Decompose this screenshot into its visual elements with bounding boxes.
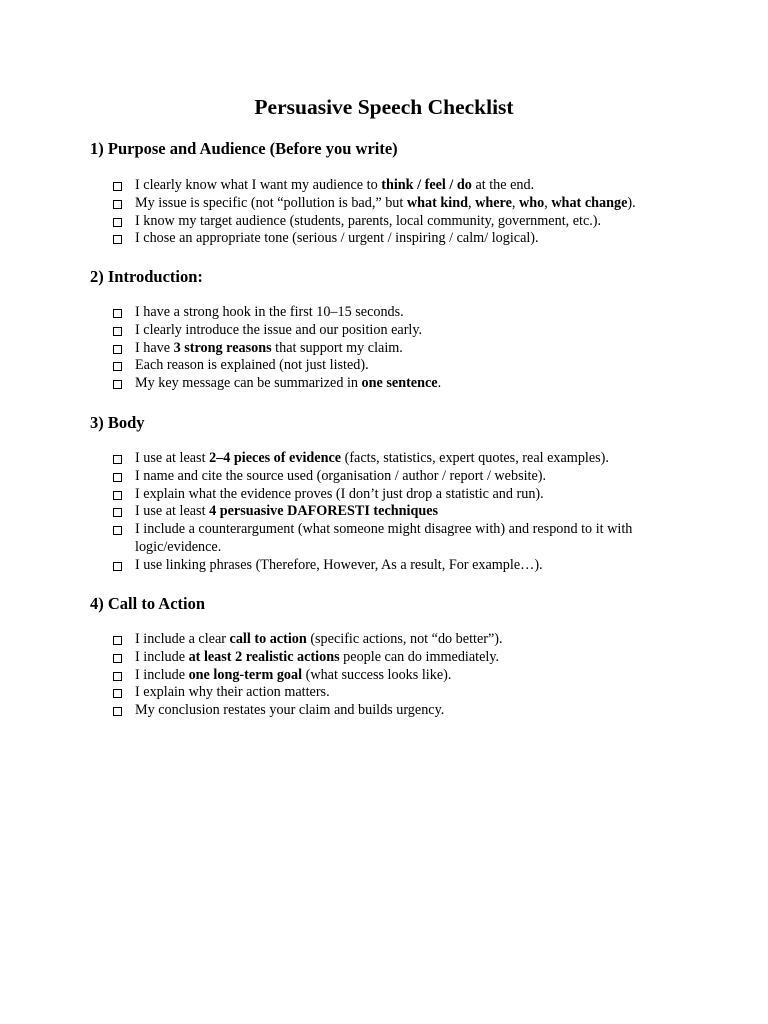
checklist-item [113,667,673,685]
checkbox-icon[interactable] [113,455,122,464]
bold-text: 4 persuasive DAFORESTI techniques [209,503,439,520]
text-run: I chose an appropriate tone (serious / urgent / inspiring / calm/ logical). [135,230,539,247]
text-run: that support my claim. [271,339,403,356]
text-run: (specific actions, not “do better”). [306,631,503,647]
checkbox-icon[interactable] [113,182,122,191]
checklist-item-text [135,702,444,720]
checkbox-icon[interactable] [113,380,122,389]
checkbox-icon[interactable] [113,672,122,681]
checklist-item-text [135,322,422,340]
checklist-item [113,702,673,720]
checkbox-icon[interactable] [113,689,122,698]
checkbox-icon[interactable] [113,508,122,517]
checklist-item-text [135,230,539,248]
section-heading-purpose: 1) Purpose and Audience (Before you write) [90,139,398,158]
checkbox-icon[interactable] [113,707,122,716]
checklist-item [113,230,673,248]
bold-text: one long-term goal [188,666,303,683]
bold-text: call to action [229,631,307,647]
bold-text: at least 2 realistic actions [188,648,340,665]
checklist-item [113,375,673,393]
checklist-body [113,450,673,575]
section-heading-body: 3) Body [90,413,145,432]
checklist-item [113,322,673,340]
checkbox-icon[interactable] [113,491,122,500]
checkbox-icon[interactable] [113,654,122,663]
checklist-item-text [135,213,601,231]
checklist-item-text [135,631,503,649]
checkbox-icon[interactable] [113,362,122,371]
checkbox-icon[interactable] [113,309,122,318]
text-run: , [544,194,552,211]
text-run: I have a strong hook in the first 10–15 seconds. [135,304,404,320]
text-run: I explain why their action matters. [135,684,330,701]
text-run: ). [627,194,636,211]
text-run: I use at least [135,450,210,466]
text-run: My key message can be summarized in [135,375,362,392]
checklist-item-text [135,177,534,195]
checkbox-icon[interactable] [113,200,122,209]
checklist-item [113,631,673,649]
text-run: , [511,194,519,211]
text-run: I include [135,666,189,683]
checkbox-icon[interactable] [113,218,122,227]
bold-text: what change [551,194,628,211]
checklist-item [113,213,673,231]
text-run: (facts, statistics, expert quotes, real examples). [341,450,609,466]
bold-text: 2–4 pieces of evidence [209,450,342,466]
bold-text: who [518,194,545,211]
bold-text: what kind [406,194,469,211]
checklist-item-text [135,486,544,504]
text-run: I know my target audience (students, parents, local community, government, etc.). [135,212,602,229]
text-run: (what success looks like). [302,666,452,683]
checklist-call-to-action [113,631,673,720]
bold-text: 3 strong reasons [173,339,272,356]
bold-text: one sentence [361,375,438,392]
checklist-item [113,521,673,557]
checklist-item [113,177,673,195]
checklist-purpose [113,177,673,248]
text-run: , [468,194,476,211]
text-run: I use linking phrases (Therefore, However, As a result, For example…). [135,556,543,573]
checkbox-icon[interactable] [113,526,122,535]
text-run: I explain what the evidence proves (I don’t just drop a statistic and run). [135,485,544,502]
text-run: My conclusion restates your claim and builds urgency. [135,702,445,719]
text-run: I include a counterargument (what someone might disagree with) and respond to it with logic/evidence. [135,521,633,555]
checklist-item [113,304,673,322]
checklist-item [113,684,673,702]
bold-text: think / feel / do [381,177,472,193]
checklist-item-text [135,195,636,213]
checkbox-icon[interactable] [113,473,122,482]
text-run: I have [135,339,174,356]
checklist-item [113,195,673,213]
checkbox-icon[interactable] [113,327,122,336]
checklist-item-text [135,667,451,685]
checklist-item-text [135,304,404,322]
checklist-item [113,357,673,375]
text-run: at the end. [471,177,535,193]
checklist-item [113,340,673,358]
checkbox-icon[interactable] [113,345,122,354]
page-title: Persuasive Speech Checklist [254,95,514,119]
checklist-item-text [135,684,330,702]
section-heading-call-to-action: 4) Call to Action [90,594,206,613]
checklist-introduction [113,304,673,393]
text-run: I name and cite the source used (organisation / author / report / website). [135,467,547,484]
checklist-item [113,450,673,468]
checklist-item-text [135,468,546,486]
checklist-item-text [135,375,441,393]
checklist-item [113,557,673,575]
checklist-item [113,503,673,521]
text-run: I use at least [135,503,210,520]
checklist-item-text [135,450,609,468]
checklist-item-text [135,340,403,358]
bold-text: where [475,194,512,211]
checklist-item-text [135,503,438,521]
text-run: Each reason is explained (not just listed). [135,357,369,374]
text-run: I include [135,648,189,665]
checkbox-icon[interactable] [113,636,122,645]
text-run: My issue is specific (not “pollution is bad,” but [135,194,407,211]
checklist-item-text [135,649,499,667]
checklist-item-text [135,557,543,575]
section-heading-introduction: 2) Introduction: [90,267,203,286]
text-run: people can do immediately. [339,648,500,665]
text-run: . [437,375,442,392]
text-run: I include a clear [135,631,230,647]
text-run: I clearly know what I want my audience to [135,177,382,193]
checkbox-icon[interactable] [113,562,122,571]
checklist-item [113,486,673,504]
checklist-item-text [135,521,673,557]
checklist-item [113,468,673,486]
checklist-item [113,649,673,667]
checklist-item-text [135,357,369,375]
checkbox-icon[interactable] [113,235,122,244]
text-run: I clearly introduce the issue and our position early. [135,321,423,338]
